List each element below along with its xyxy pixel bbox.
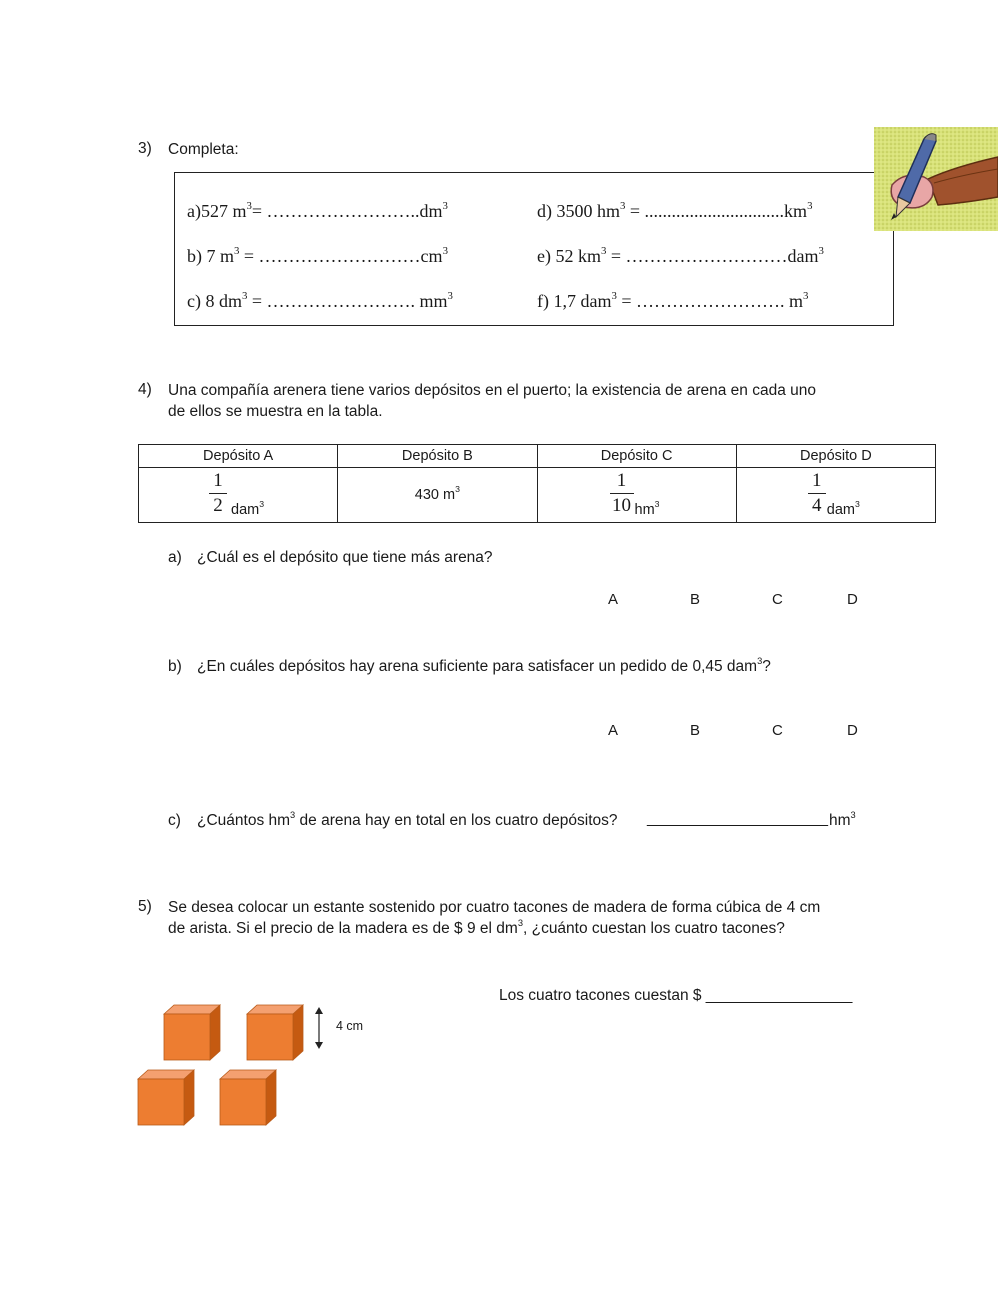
question-c-label: c) (168, 812, 181, 829)
dimension-arrow-icon (315, 1007, 323, 1049)
fraction-d: 1 4 (808, 470, 826, 517)
deposits-table (138, 444, 936, 523)
exercise-4-text-line2: de ellos se muestra en la tabla. (168, 403, 383, 420)
wooden-cubes-illustration (136, 1002, 326, 1130)
question-b-text: ¿En cuáles depósitos hay arena suficiente para satisfacer un pedido de 0,45 dam$^3$? (197, 655, 771, 675)
cell-deposit-d (736, 468, 935, 523)
exercise-5-text-line2: de arista. Si el precio de la madera es de $ 9 el $dm^3$, ¿cuánto cuestan los cuatro tacones? (168, 917, 785, 937)
equation-a: a)527 $m^3=$ $\dots\dots\dots\dots\dots\dots\dots\dots..dm^3$ (187, 199, 448, 221)
unit-d: dam$^3$ (826, 499, 860, 518)
question-c-text: ¿Cuántos $hm^3$ de arena hay en total en los cuatro depósitos? (197, 809, 618, 829)
equation-c: c) 8 $dm^3$ = ……………………. $mm^3$ (187, 289, 453, 311)
header-deposit-c: Depósito C (537, 445, 736, 468)
cube-top-left (164, 1005, 220, 1060)
unit-a: dam$^3$ (231, 499, 265, 518)
fraction-a: 1 2 (209, 470, 227, 517)
exercise-5-text-line1: Se desea colocar un estante sostenido por cuatro tacones de madera de forma cúbica de 4 cm (168, 899, 821, 916)
option-d-q1[interactable]: D (847, 591, 858, 608)
option-b-q2[interactable]: B (690, 722, 701, 739)
equation-e: e) 52 $km^3$ = ………………………dam$^3$ (537, 244, 824, 266)
exercise-3-number: 3) (138, 140, 152, 157)
option-c-q2[interactable]: C (772, 722, 783, 739)
question-a-text: ¿Cuál es el depósito que tiene más arena? (197, 549, 493, 566)
answer-line-ex5[interactable]: Los cuatro tacones cuestan $ _________________ (499, 987, 853, 1004)
question-b-label: b) (168, 658, 182, 675)
unit-c: $hm^3$ (634, 499, 660, 518)
equation-f: f) 1,7 dam$^3$ = ……………………. $m^3$ (537, 289, 809, 311)
cell-deposit-c (537, 468, 736, 523)
option-b-q1[interactable]: B (690, 591, 701, 608)
cube-bottom-right (220, 1070, 276, 1125)
exercise-3-box (174, 172, 894, 326)
exercise-5-number: 5) (138, 898, 152, 915)
cell-deposit-b (338, 468, 537, 523)
header-deposit-d: Depósito D (736, 445, 935, 468)
cube-bottom-left (138, 1070, 194, 1125)
header-deposit-b: Depósito B (338, 445, 537, 468)
cube-edge-label: 4 cm (336, 1019, 364, 1033)
pencil-hand-illustration (874, 127, 998, 231)
exercise-4-text-line1: Una compañía arenera tiene varios depósitos en el puerto; la existencia de arena en cada uno (168, 382, 816, 399)
option-c-q1[interactable]: C (772, 591, 783, 608)
answer-blank-c[interactable]: _____________________ (647, 810, 829, 827)
header-deposit-a: Depósito A (139, 445, 338, 468)
equation-d: d) 3500 $hm^3 = ...............................km^3$ (537, 199, 813, 221)
value-b: 430 $m^3$ (414, 484, 460, 503)
cube-top-right (247, 1005, 303, 1060)
equation-b: b) 7 $m^3$ = $\dots\dots\dots\dots\dots\dots\dots\dots\dots cm^3$ (187, 244, 448, 266)
question-a-label: a) (168, 549, 182, 566)
cell-deposit-a (139, 468, 338, 523)
fraction-c: 1 10 (610, 470, 634, 517)
answer-unit-c: $hm^3$ (829, 809, 856, 829)
option-d-q2[interactable]: D (847, 722, 858, 739)
exercise-3-title: Completa: (168, 141, 239, 158)
table-header-row (139, 445, 936, 468)
option-a-q1[interactable]: A (608, 591, 619, 608)
exercise-4-number: 4) (138, 381, 152, 398)
table-row (139, 468, 936, 523)
option-a-q2[interactable]: A (608, 722, 619, 739)
